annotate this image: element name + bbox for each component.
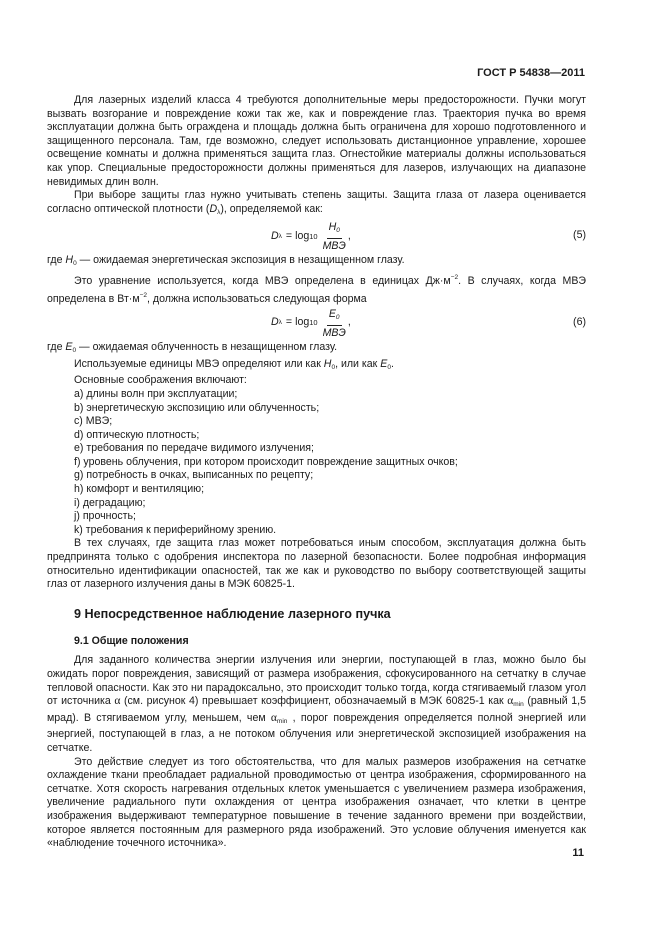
symbol-h-sub: 0 xyxy=(331,363,336,371)
text: (см. рисунок 4) превышает коэффициент, обозначаемый в МЭК 60825-1 как xyxy=(120,695,508,708)
symbol-h: H xyxy=(323,357,332,370)
paragraph-class4-precautions: Для лазерных изделий класса 4 требуются дополнительные меры предосторожности. Пучки могут вызвать возгорание и повреждение кожи так же, как и повреждение глаз. Траектория пучка во время эксплуатации должна быть ограждена и площадь должна быть ограничена для хорошо подготовленного и защищенного персонала. Там, где возможно, следует использовать дистанционное управление, хорошее освещение комнаты и должна применяться защита глаз. Огнестойкие материалы должны использоваться как упор. Специальные предосторожности должны применяться для лазеров, излучающих на диапазоне невидимых длин волн. xyxy=(47,94,586,188)
list-item: b) энергетическую экспозицию или облученность; xyxy=(74,401,320,414)
symbol-e: E xyxy=(380,357,388,370)
symbol-alpha: α xyxy=(114,695,121,708)
formula-trailing: , xyxy=(347,316,351,329)
symbol-h: H xyxy=(65,254,74,267)
list-item: j) прочность; xyxy=(74,510,136,523)
list-item: k) требования к периферийному зрению. xyxy=(74,523,277,536)
list-item: f) уровень облучения, при котором происходит повреждение защитных очков; xyxy=(74,455,458,468)
formula-fraction xyxy=(321,308,348,339)
symbol-e-sub: 0 xyxy=(387,363,391,371)
text: — ожидаемая энергетическая экспозиция в незащищенном глазу. xyxy=(76,254,405,267)
paragraph-where-h0 xyxy=(47,254,586,271)
considerations-intro: Основные соображения включают: xyxy=(74,374,247,387)
formula-lhs: D xyxy=(271,229,279,242)
formula-trailing: , xyxy=(347,229,351,242)
list-item: h) комфорт и вентиляцию; xyxy=(74,483,205,496)
formula-numerator xyxy=(327,221,342,239)
list-item: a) длины волн при эксплуатации; xyxy=(74,387,238,400)
formula-log: log xyxy=(295,229,310,242)
formula-log-base: 10 xyxy=(309,231,318,241)
numerator-sub: 0 xyxy=(335,313,340,321)
symbol-e: E xyxy=(65,341,73,354)
formula-expression xyxy=(271,308,351,338)
section-9-title: 9 Непосредственное наблюдение лазерного пучка xyxy=(74,606,391,621)
page-number: 11 xyxy=(572,847,584,859)
symbol-alpha-sub: min xyxy=(276,717,288,725)
list-item: c) МВЭ; xyxy=(74,415,113,428)
text: . В случаях, когда МВЭ определена в Вт·м xyxy=(47,274,586,305)
text: . xyxy=(390,357,394,370)
paragraph-units-equation xyxy=(47,271,586,306)
text: где xyxy=(47,254,66,267)
text: Это уравнение используется, когда МВЭ определена в единицах Дж·м xyxy=(74,274,451,287)
symbol-alpha: α xyxy=(270,711,277,724)
formula-log: log xyxy=(295,316,310,329)
considerations-list xyxy=(47,388,586,538)
superscript: −2 xyxy=(450,273,459,281)
formula-denominator: МВЭ xyxy=(322,239,346,252)
paragraph-other-protection: В тех случаях, где защита глаз может потребоваться иным способом, эксплуатация должна быть предпринята только с одобрения инспектора по лазерной безопасности. Более подробная информация относительно идентификации опасностей, так же как и руководство по выбору соответствующей защиты глаз от лазерного излучения даны в МЭК 60825-1. xyxy=(47,537,586,591)
numerator-symbol: E xyxy=(328,307,336,320)
numerator-sub: 0 xyxy=(336,226,340,234)
text: (равный 1,5 мрад). В стягиваемом углу, меньшем, чем xyxy=(47,695,586,724)
symbol-alpha: α xyxy=(507,695,514,708)
symbol-d: D xyxy=(209,202,218,215)
list-item: i) деградацию; xyxy=(74,496,146,509)
symbol-h-sub: 0 xyxy=(73,260,77,268)
formula-denominator: МВЭ xyxy=(322,326,346,339)
text: , должна использоваться следующая форма xyxy=(147,292,367,305)
formula-log-base: 10 xyxy=(309,318,318,328)
formula-expression xyxy=(271,221,351,251)
formula-equals: = xyxy=(285,229,293,242)
text: ), определяемой как: xyxy=(220,202,323,215)
list-item: e) требования по передаче видимого излучения; xyxy=(74,442,314,455)
symbol-alpha-sub: min xyxy=(513,701,524,709)
document-code-header: ГОСТ Р 54838—2011 xyxy=(477,67,585,79)
formula-number: (5) xyxy=(573,229,586,242)
paragraph-units xyxy=(47,358,586,375)
paragraph-where-e0 xyxy=(47,341,586,358)
formula-lhs-sub: λ xyxy=(278,319,282,327)
numerator-symbol: H xyxy=(328,220,337,233)
text: — ожидаемая облученность в незащищенном глазу. xyxy=(76,341,338,354)
text: , порог повреждения определяется полной энергией или энергией, поступающей в глаз, а не потоком облучения или энергетической экспозицией изображения на сетчатке. xyxy=(47,711,586,754)
text: где xyxy=(47,341,66,354)
formula-numerator xyxy=(327,308,342,326)
text: Используемые единицы МВЭ определяют или как xyxy=(74,357,324,370)
symbol-e-sub: 0 xyxy=(72,347,77,355)
page-content xyxy=(47,94,586,851)
text: Для заданного количества энергии излучения или энергии, поступающей в глаз, можно было бы ожидать порог повреждения, зависящий от размера изображения, сфокусированного на сетчатку в случае тепловой опасности. Как это ни парадоксально, это происходит только тогда, когда стягиваемый глазом угол от источника xyxy=(47,654,586,708)
formula-equals: = xyxy=(285,316,293,329)
paragraph-eye-protection xyxy=(47,189,586,219)
superscript: −2 xyxy=(139,291,148,299)
paragraph-damage-threshold xyxy=(47,654,586,755)
list-item: g) потребность в очках, выписанных по рецепту; xyxy=(74,469,314,482)
formula-6 xyxy=(47,308,586,338)
formula-number: (6) xyxy=(573,316,586,329)
formula-lhs-sub: λ xyxy=(278,232,282,240)
formula-5 xyxy=(47,221,586,251)
text: , или как xyxy=(335,357,381,370)
paragraph-point-source: Это действие следует из того обстоятельства, что для малых размеров изображения на сетчатке охлаждение ткани преобладает радиальной проводимостью от центра изображения, сформированного на сетчатке. Хотя скорость нагревания отдельных клеток уменьшается с увеличением размера изображения, увеличение радиального пути охлаждения от центра изображения означает, что клетки в центре изображения выдерживают температурное повышение в течение заданного времени при воздействии, которое является постоянным для размерного ряда изображений. Это условие облучения именуется как «наблюдение точечного источника». xyxy=(47,755,586,850)
symbol-lambda-sub: λ xyxy=(217,208,221,216)
list-item: d) оптическую плотность; xyxy=(74,428,200,441)
section-9-1-title: 9.1 Общие положения xyxy=(74,634,189,647)
formula-fraction xyxy=(321,221,348,252)
formula-lhs: D xyxy=(271,316,279,329)
text: При выборе защиты глаз нужно учитывать степень защиты. Защита глаза от лазера оценивается согласно оптической плотности ( xyxy=(47,189,586,215)
